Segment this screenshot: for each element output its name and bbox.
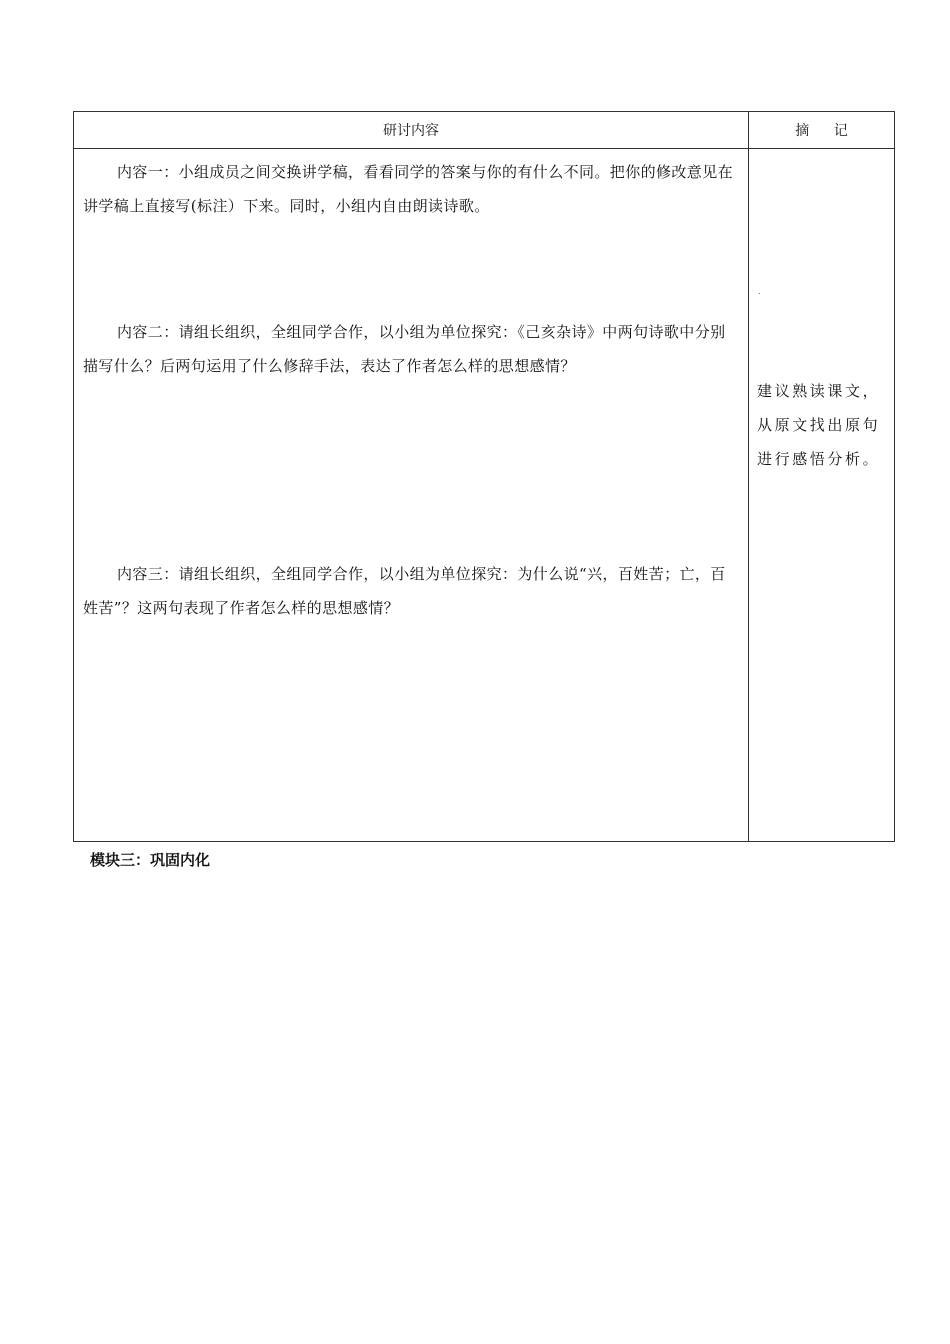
content-item-1: 内容一：小组成员之间交换讲学稿，看看同学的答案与你的有什么不同。把你的修改意见在讲学稿上直接写(标注）下来。同时，小组内自由朗读诗歌。 bbox=[83, 163, 734, 215]
content-item-3: 内容三：请组长组织，全组同学合作，以小组为单位探究：为什么说“兴，百姓苦；亡，百姓苦”？这两句表现了作者怎么样的思想感情？ bbox=[83, 565, 726, 617]
header-discussion-content: 研讨内容 bbox=[74, 112, 749, 149]
note-mark: . bbox=[758, 287, 761, 296]
table-header-row bbox=[74, 112, 895, 149]
discussion-table bbox=[73, 111, 895, 842]
table-body-row bbox=[74, 149, 895, 842]
notes-cell bbox=[749, 149, 895, 842]
module-heading: 模块三：巩固内化 bbox=[90, 851, 211, 869]
note-text: 建议熟读课文，从原文找出原句进行感悟分析。 bbox=[757, 382, 881, 468]
content-item-2: 内容二：请组长组织，全组同学合作，以小组为单位探究：《己亥杂诗》中两句诗歌中分别描写什么？后两句运用了什么修辞手法，表达了作者怎么样的思想感情？ bbox=[83, 323, 726, 375]
header-notes: 摘 记 bbox=[749, 112, 895, 149]
discussion-content-cell bbox=[74, 149, 749, 842]
